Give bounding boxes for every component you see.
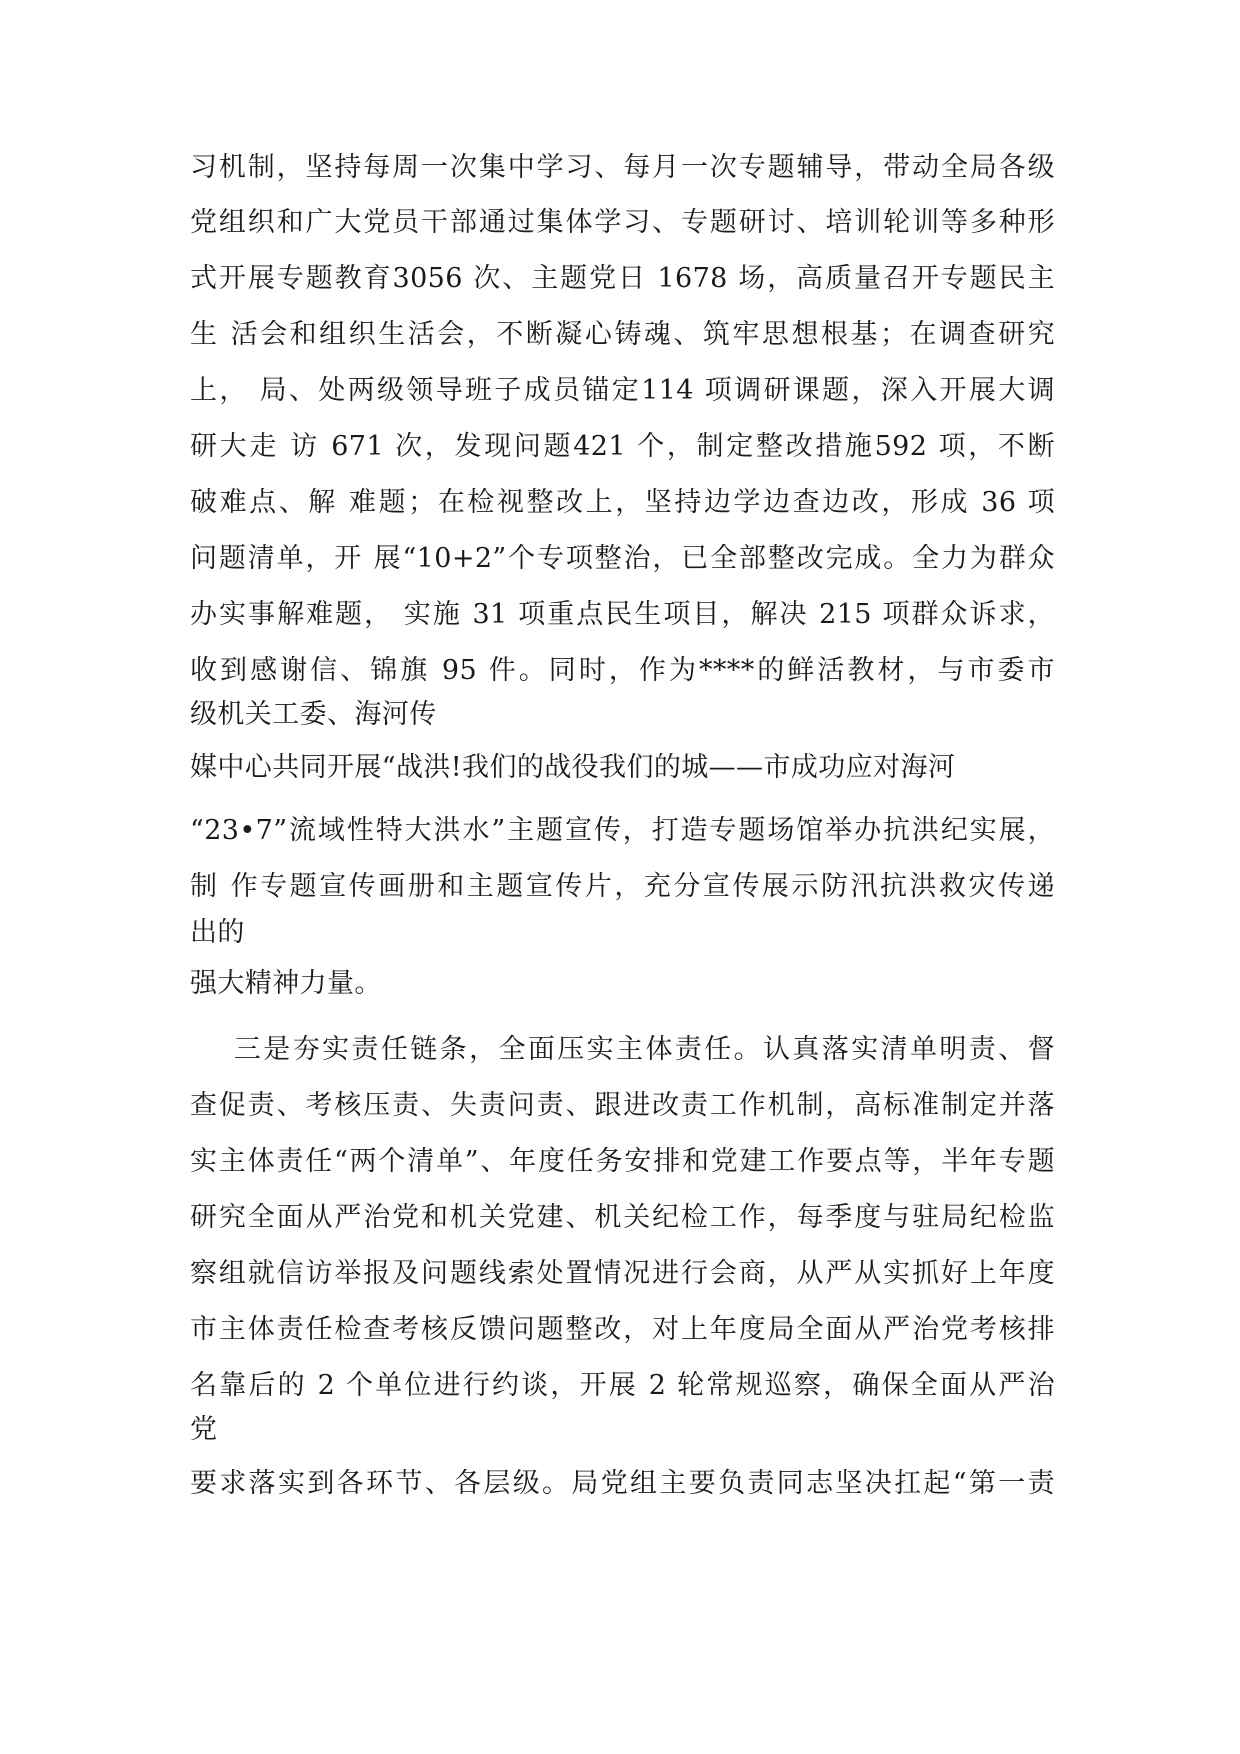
text-line: 察组就信访举报及问题线索处置情况进行会商，从严从实抓好上年度 (190, 1258, 1055, 1289)
text-line: 习机制，坚持每周一次集中学习、每月一次专题辅导，带动全局各级 (190, 152, 1055, 183)
text-line: 名靠后的 2 个单位进行约谈，开展 2 轮常规巡察，确保全面从严治 (190, 1370, 1055, 1401)
text-line: 上， 局、处两级领导班子成员锚定114 项调研课题，深入开展大调 (190, 375, 1055, 406)
text-line: 强大精神力量。 (190, 968, 382, 999)
text-line: 党 (190, 1414, 218, 1445)
text-line: 级机关工委、海河传 (190, 699, 437, 730)
text-line: 市主体责任检查考核反馈问题整改，对上年度局全面从严治党考核排 (190, 1314, 1055, 1345)
text-line: 出的 (190, 917, 245, 948)
text-line: 研究全面从严治党和机关党建、机关纪检工作，每季度与驻局纪检监 (190, 1202, 1055, 1233)
text-line: 式开展专题教育3056 次、主题党日 1678 场，高质量召开专题民主 (190, 263, 1055, 294)
text-line: “23•7”流域性特大洪水”主题宣传，打造专题场馆举办抗洪纪实展， (190, 815, 1055, 846)
text-line: 办实事解难题， 实施 31 项重点民生项目，解决 215 项群众诉求， (190, 599, 1055, 630)
text-line: 研大走 访 671 次，发现问题421 个，制定整改措施592 项，不断 (190, 431, 1055, 462)
text-line: 查促责、考核压责、失责问责、跟进改责工作机制，高标准制定并落 (190, 1090, 1055, 1121)
paragraph-start-line: 三是夯实责任链条，全面压实主体责任。认真落实清单明责、督 (190, 1034, 1055, 1065)
text-line: 制 作专题宣传画册和主题宣传片，充分宣传展示防汛抗洪救灾传递 (190, 871, 1055, 902)
text-line: 生 活会和组织生活会，不断凝心铸魂、筑牢思想根基；在调查研究 (190, 319, 1055, 350)
text-line: 问题清单，开 展“10+2”个专项整治，已全部整改完成。全力为群众 (190, 543, 1055, 574)
text-line: 破难点、解 难题；在检视整改上，坚持边学边查边改，形成 36 项 (190, 487, 1055, 518)
text-line: 实主体责任“两个清单”、年度任务安排和党建工作要点等，半年专题 (190, 1146, 1055, 1177)
text-line: 收到感谢信、锦旗 95 件。同时，作为****的鲜活教材，与市委市 (190, 655, 1055, 686)
text-line: 要求落实到各环节、各层级。局党组主要负责同志坚决扛起“第一责 (190, 1468, 1055, 1499)
text-line: 媒中心共同开展“战洪!我们的战役我们的城——市成功应对海河 (190, 752, 956, 783)
text-line: 党组织和广大党员干部通过集体学习、专题研讨、培训轮训等多种形 (190, 207, 1055, 238)
